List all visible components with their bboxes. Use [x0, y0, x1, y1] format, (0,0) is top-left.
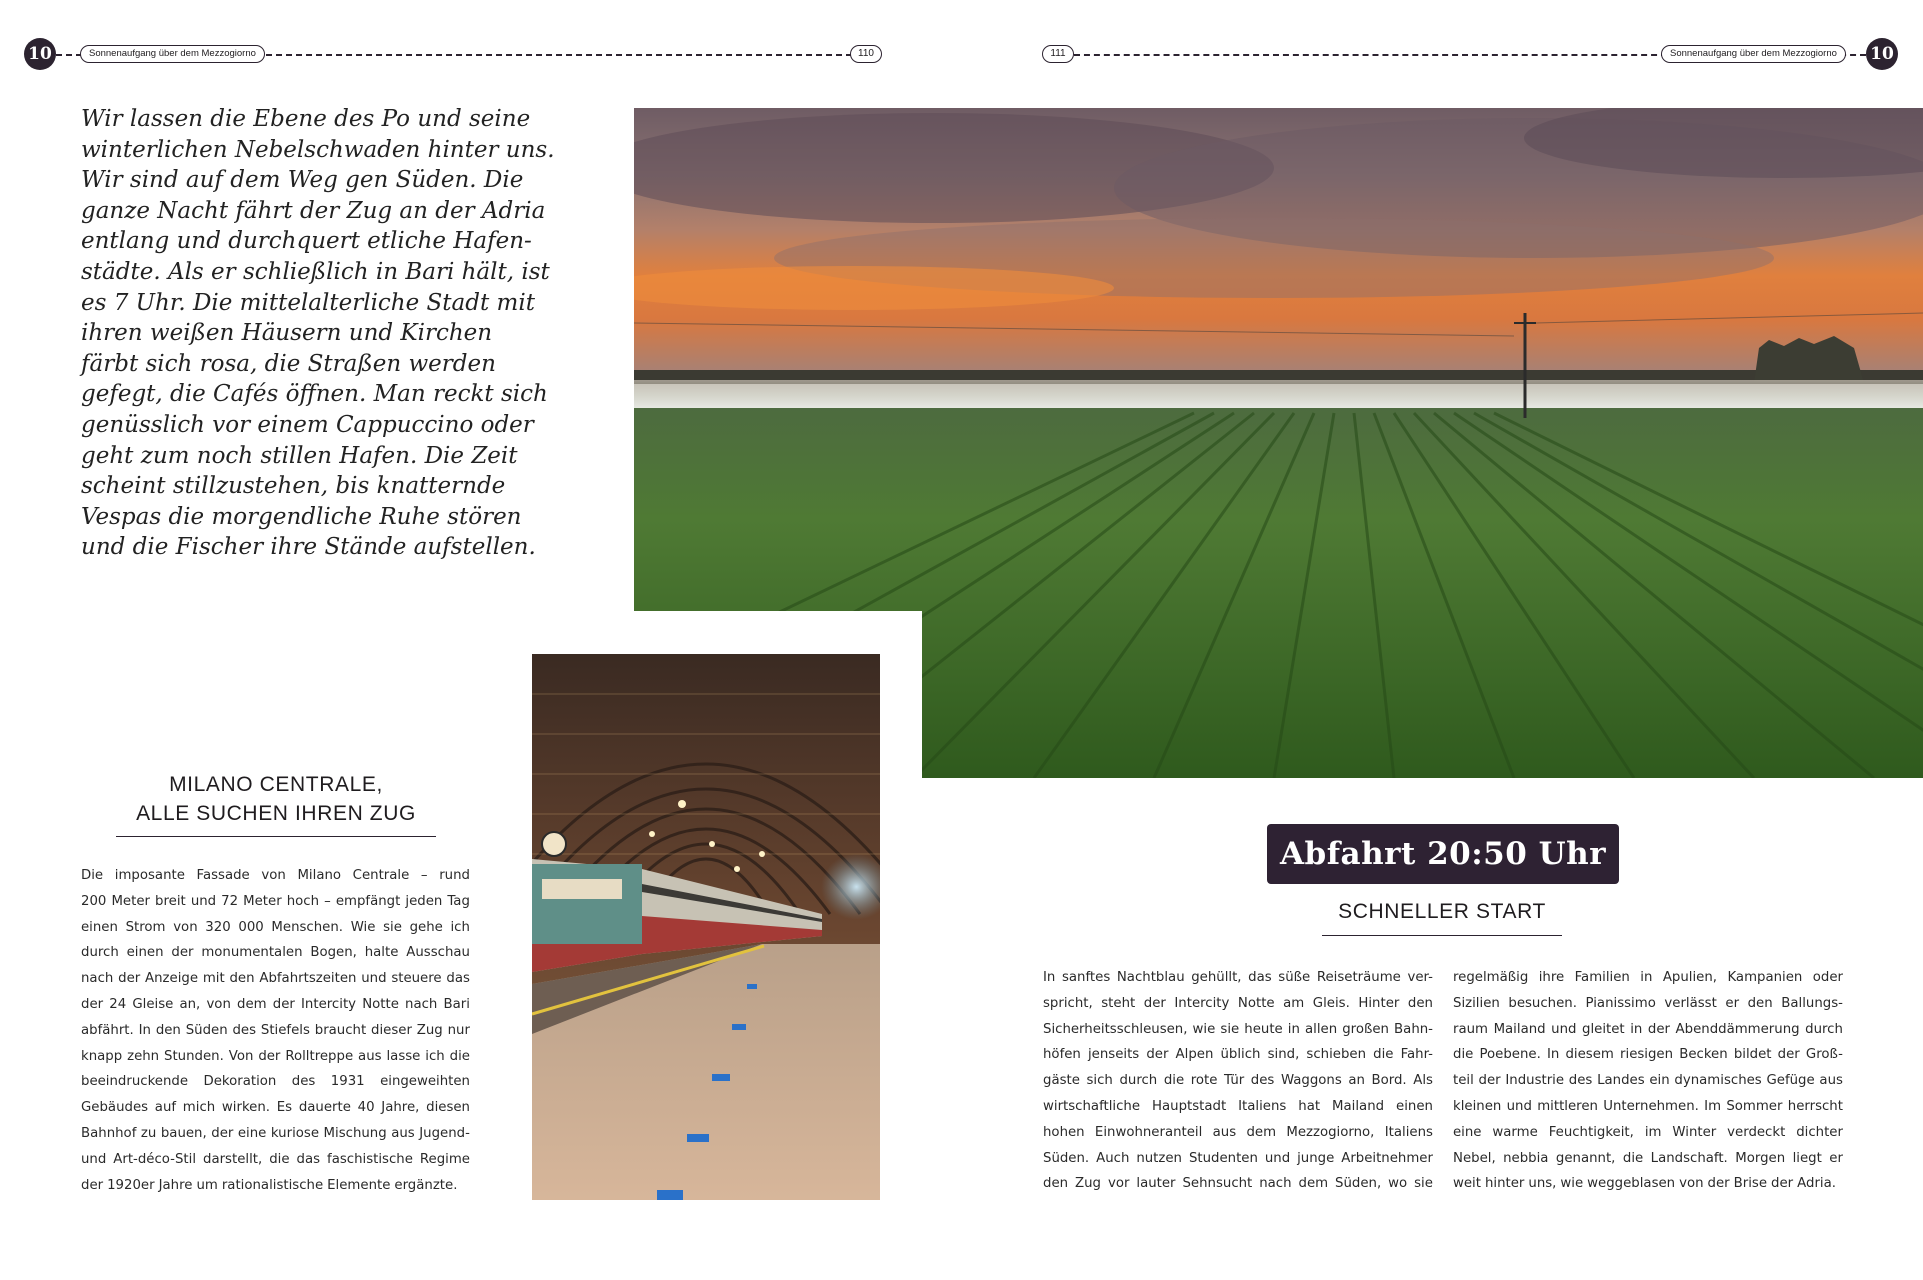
milano-line: Die imposante Fassade von Milano Centrale – rund — [81, 868, 470, 883]
departure-col1-line: gäste sich durch die rote Tür des Waggons an Bord. Als — [1043, 1073, 1433, 1089]
chapter-number-badge-left: 10 — [24, 38, 56, 70]
intro-line: geht zum noch stillen Hafen. Die Zeit — [81, 442, 518, 469]
departure-col2-line: kleinen und mittleren Unternehmen. Im Sommer herrscht — [1453, 1098, 1843, 1114]
milano-heading — [116, 770, 436, 828]
departure-col1-line: höfen jenseits der Alpen üblich sind, schieben die Fahr- — [1043, 1047, 1433, 1063]
running-title-left: Sonnenaufgang über dem Mezzogiorno — [80, 45, 265, 63]
intro-line: Vespas die morgendliche Ruhe stören — [81, 503, 522, 530]
departure-column-1 — [1043, 965, 1433, 1197]
intro-line: es 7 Uhr. Die mittelalterliche Stadt mit — [81, 289, 535, 316]
milano-line: nach der Anzeige mit den Abfahrtszeiten und steuere das — [81, 971, 470, 987]
milano-line: 200 Meter breit und 72 Meter hoch – empfängt jeden Tag — [81, 893, 470, 909]
departure-col1-line: Sicherheitsschleusen, wie sie heute in allen großen Bahn- — [1043, 1021, 1433, 1037]
departure-col1-line: hohen Einwohneranteil aus dem Mezzogiorno, Italiens — [1043, 1124, 1433, 1140]
departure-col1-line: In sanftes Nachtblau gehüllt, das süße Reiseträume ver- — [1043, 970, 1433, 985]
running-title-right: Sonnenaufgang über dem Mezzogiorno — [1661, 45, 1846, 63]
intro-line: Wir lassen die Ebene des Po und seine — [81, 106, 531, 132]
milano-line: einen Strom von 320 000 Menschen. Wie sie gehe ich — [81, 919, 470, 935]
intro-line: winterlichen Nebelschwaden hinter uns. — [81, 136, 555, 163]
departure-title-box: Abfahrt 20:50 Uhr — [1267, 824, 1619, 884]
intro-line: gefegt, die Cafés öffnen. Man reckt sich — [81, 381, 548, 408]
milano-centrale-station-photo — [532, 654, 880, 1200]
milano-line: beeindruckende Dekoration des 1931 eingeweihten — [81, 1074, 470, 1090]
departure-col2-line: regelmäßig ihre Familien in Apulien, Kampanien oder — [1453, 970, 1843, 985]
milano-heading-line2: ALLE SUCHEN IHREN ZUG — [136, 802, 416, 825]
departure-col1-line: Süden. Auch nutzen Studenten und junge Arbeitnehmer — [1043, 1150, 1433, 1166]
milano-line: Gebäudes auf mich wirken. Es dauerte 40 Jahre, diesen — [81, 1100, 470, 1116]
departure-col1-line: wirtschaftliche Hauptstadt Italiens hat Mailand einen — [1043, 1098, 1433, 1114]
milano-heading-rule — [116, 836, 436, 837]
intro-line: Wir sind auf dem Weg gen Süden. Die — [81, 167, 524, 194]
departure-col2-line: eine warme Feuchtigkeit, im Winter verdeckt dichter — [1453, 1124, 1843, 1140]
milano-line: durch einen der monumentalen Bogen, halte Ausschau — [81, 945, 470, 961]
departure-subheading: SCHNELLER START — [1338, 900, 1546, 923]
page-number-right: 111 — [1042, 45, 1074, 63]
intro-line: ganze Nacht fährt der Zug an der Adria — [81, 197, 546, 224]
departure-col2-line: weit hinter uns, wie weggeblasen von der Brise der Adria. — [1453, 1176, 1836, 1192]
milano-body — [81, 863, 470, 1198]
intro-paragraph — [81, 104, 555, 563]
milano-line: knapp zehn Stunden. Von der Rolltreppe aus lasse ich die — [81, 1048, 470, 1064]
departure-col2-line: teil der Industrie des Landes ein dynamisches Gefüge aus — [1453, 1073, 1843, 1089]
milano-line: der 1920er Jahre um rationalistische Elemente ergänzte. — [81, 1177, 458, 1193]
chapter-number-badge-right: 10 — [1866, 38, 1898, 70]
departure-col2-line: raum Mailand und gleitet in der Abenddämmerung durch — [1453, 1021, 1843, 1037]
departure-col2-line: Sizilien besuchen. Pianissimo verlässt er den Ballungs- — [1453, 995, 1843, 1011]
departure-column-2 — [1453, 965, 1843, 1197]
intro-line: färbt sich rosa, die Straßen werden — [81, 350, 496, 377]
departure-col2-line: die Poebene. In diesem riesigen Becken bildet der Groß- — [1453, 1047, 1843, 1063]
intro-line: genüsslich vor einem Cappuccino oder — [81, 411, 534, 438]
milano-line: Bahnhof zu bauen, der eine kuriose Mischung aus Jugend- — [81, 1125, 470, 1141]
intro-line: scheint stillzustehen, bis knatternde — [81, 473, 506, 500]
milano-line: und Art-déco-Stil darstellt, die das faschistische Regime — [81, 1151, 470, 1167]
intro-line: und die Fischer ihre Stände aufstellen. — [81, 534, 536, 561]
intro-line: entlang und durchquert etliche Hafen- — [81, 228, 532, 255]
departure-col1-line: den Zug vor lauter Sehnsucht nach dem Süden, wo sie — [1043, 1176, 1433, 1192]
page-number-left: 110 — [850, 45, 882, 63]
milano-heading-line1: MILANO CENTRALE, — [169, 773, 383, 796]
milano-line: abfährt. In den Süden des Stiefels braucht dieser Zug nur — [81, 1022, 470, 1038]
milano-line: der 24 Gleise an, von dem der Intercity Notte nach Bari — [81, 996, 470, 1012]
departure-col1-line: spricht, steht der Intercity Notte am Gleis. Hinter den — [1043, 995, 1433, 1011]
departure-subheading-rule — [1322, 935, 1562, 936]
departure-col2-line: Nebel, nebbia genannt, die Landschaft. Morgen liegt er — [1453, 1150, 1843, 1166]
intro-line: ihren weißen Häusern und Kirchen — [81, 320, 493, 347]
intro-line: städte. Als er schließlich in Bari hält, ist — [81, 258, 550, 285]
